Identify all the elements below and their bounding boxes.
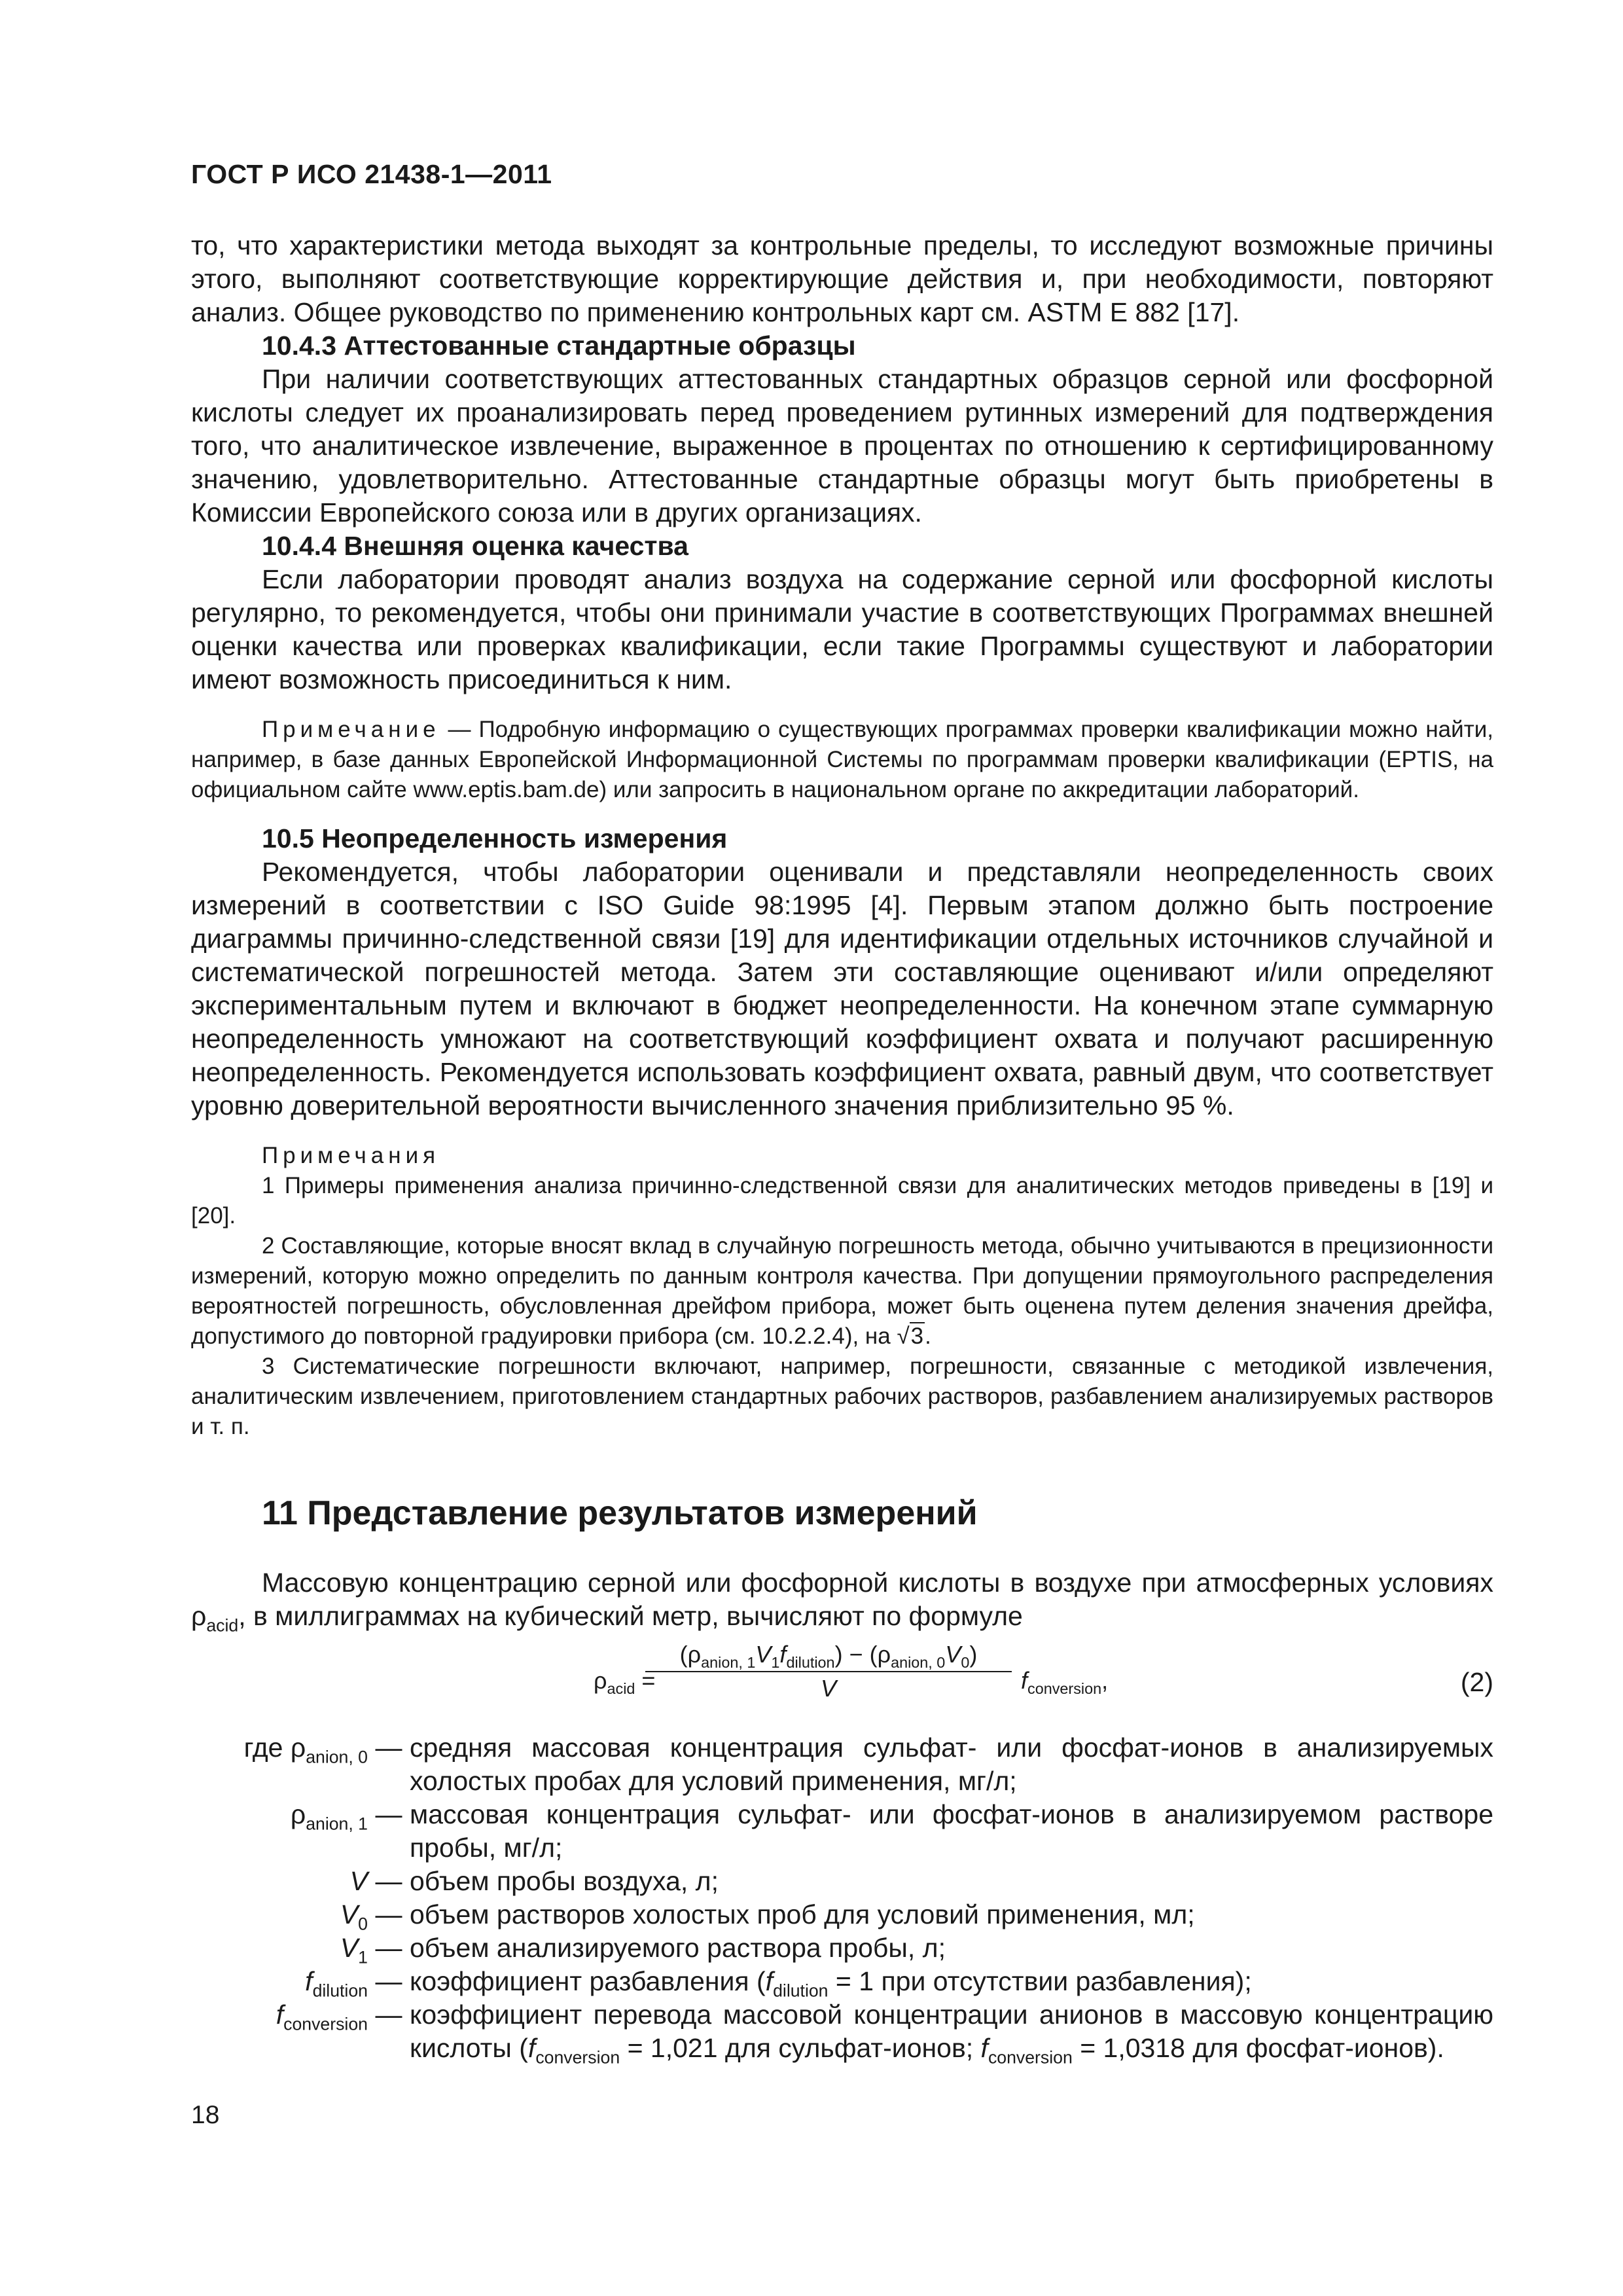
definition-text-c: = 1,0318 для фосфат-ионов). [1080,2033,1444,2063]
note-text: — Подробную информацию о существующих программах проверки квалификации можно найти, например, в базе данных Европейской Информационной Системы по программам проверки квалификации (EPTIS, на официальном сайте www.eptis.bam.de) или запросить в национальном органе по аккредитации лабораторий. [191,717,1493,802]
where-word: где [243,1732,283,1763]
definition-f-dilution [191,1965,1493,2001]
definition-text: объем пробы воздуха, л; [410,1866,719,1896]
rho-symbol: ρ [877,1641,891,1668]
definition-text-a: коэффициент разбавления ( [410,1966,766,1996]
formula-lhs: $\rho_{acid}$ = [594,1667,656,1698]
definition-text: массовая концентрация сульфат- или фосфат-ионов в анализируемом растворе пробы, мг/л; [410,1799,1493,1863]
dilution-subscript: dilution [786,1654,835,1672]
note-3: 3 Систематические погрешности включают, например, погрешности, связанные с методикой извлечения, аналитическим извлечением, приготовлением стандартных рабочих растворов, разбавлением анализируемых растворов и т. п. [191,1354,1493,1439]
section-10-4-4-title: 10.4.4 Внешняя оценка качества [262,531,688,561]
definition-text: объем анализируемого раствора пробы, л; [410,1933,946,1963]
f-symbol: f [980,2033,988,2063]
definition-v1 [191,1931,1493,1965]
section-10-5-text: Рекомендуется, чтобы лаборатории оценивали и представляли неопределенность своих измерений в соответствии с ISO Guide 98:1995 [4]. Первым этапом должно быть построение диаграммы причинно-следственной связи [19] для идентификации отдельных источников случайной и систематической погрешностей метода. Затем эти составляющие оценивают и/или определяют экспериментальным путем и включают в бюджет неопределенности. На конечном этапе суммарную неопределенность умножают на соответствующий коэффициент охвата и получают расширенную неопределенность. Рекомендуется использовать коэффициент охвата, равный двум, что соответствует уровню доверительной вероятности вычисленного значения приблизительно 95 %. [191,857,1493,1121]
note-1: 1 Примеры применения анализа причинно-следственной связи для аналитических методов приведены в [19] и [20]. [191,1173,1493,1229]
rho-symbol: ρ [594,1667,607,1694]
anion1-subscript: anion, 1 [306,1814,368,1834]
dash: — [375,1732,402,1763]
dash: — [375,1933,402,1963]
section-11-text [191,1566,1493,1636]
definition-text [410,1965,1493,2001]
zero-subscript: 0 [961,1654,970,1672]
formula-denominator [645,1672,1012,1702]
document-header: ГОСТ Р ИСО 21438-1—2011 [191,159,552,189]
note-label: Примечание [262,717,440,742]
definition-symbol [191,1998,368,2065]
rho-symbol: ρ [687,1641,702,1668]
formula-numerator: $(\rho_{anion, 1}V_1f_{dilution}) - (\rho_{anion, 0}V_0)$ [645,1641,1012,1672]
dash: — [375,1966,402,1996]
f-symbol: f [305,1966,313,1996]
anion0-subscript: anion, 0 [891,1654,946,1672]
section-10-4-3-title: 10.4.3 Аттестованные стандартные образцы [262,331,856,361]
rho-symbol: ρ [191,1601,207,1631]
page-number: 18 [191,2101,220,2129]
section-10-4-4-text: Если лаборатории проводят анализ воздуха на содержание серной или фосфорной кислоты регулярно, то рекомендуется, чтобы они принимали участие в соответствующих Программах внешней оценки качества или проверках квалификации, если такие Программы существуют и лаборатории имеют возможность присоединиться к ним. [191,564,1493,694]
dilution-subscript: dilution [773,1981,829,2001]
definition-rho-anion-1 [191,1798,1493,1865]
definition-f-conversion [191,1998,1493,2068]
note-eptis [191,715,1493,805]
definition-text-a: коэффициент перевода массовой концентрации анионов в массовую концентрацию кислоты ( [410,2000,1493,2063]
intro-paragraph: то, что характеристики метода выходят за контрольные пределы, то исследуют возможные причины этого, выполняют соответствующие корректирующие действия и, при необходимости, повторяют анализ. Общее руководство по применению контрольных карт см. ASTM E 882 [17]. [191,230,1493,327]
f-symbol: f [276,2000,284,2030]
definition-text-b: = 1 при отсутствии разбавления); [835,1966,1252,1996]
section-10-5-title: 10.5 Неопределенность измерения [262,823,728,853]
dash: — [375,2000,402,2030]
definition-symbol [191,1798,368,1865]
definition-v [191,1865,1493,1898]
notes-heading: Примечания [262,1143,440,1168]
definition-text-b: = 1,021 для сульфат-ионов; [627,2033,974,2063]
one-subscript: 1 [771,1654,780,1672]
definition-text: объем растворов холостых проб для условий применения, мл; [410,1899,1195,1929]
v-symbol: V [340,1899,359,1929]
definitions-list [191,1731,1493,2068]
document-page [191,0,1493,2296]
anion1-subscript: anion, 1 [701,1654,756,1672]
formula-2 [191,1641,1493,1712]
definition-symbol [191,1898,368,1934]
v-symbol: V [349,1866,368,1896]
rho-symbol: ρ [290,1799,306,1829]
sqrt-symbol: √3 [897,1323,924,1349]
section-11-title: 11 Представление результатов измерений [262,1494,978,1532]
acid-subscript: acid [206,1615,239,1636]
conversion-subscript: conversion [1027,1680,1102,1698]
rho-acid-inline [191,1601,239,1636]
note-2 [191,1231,1493,1352]
zero-subscript: 0 [358,1914,368,1934]
f-symbol: f [527,2033,536,2063]
v-symbol: V [945,1641,961,1668]
formula-fraction [645,1641,1012,1702]
definition-v0 [191,1898,1493,1934]
f-symbol: f [779,1641,787,1668]
conversion-subscript: conversion [988,2047,1073,2068]
formula-number: (2) [1460,1667,1493,1697]
definition-text [410,1998,1493,2068]
note-2-text: 2 Составляющие, которые вносят вклад в случайную погрешность метода, обычно учитываются в прецизионности измерений, которую можно определить по данным контроля качества. При допущении прямоугольного распределения вероятностей погрешность, обусловленная дрейфом прибора, может быть оценена путем деления значения дрейфа, допустимого до повторной градуировки прибора (см. 10.2.2.4), на [191,1233,1493,1349]
sqrt-value: 3 [910,1323,924,1349]
definition-text: средняя массовая концентрация сульфат- или фосфат-ионов в анализируемых холостых пробах для условий применения, мг/л; [410,1732,1493,1796]
acid-subscript: acid [607,1680,635,1698]
f-symbol: f [765,1966,774,1996]
v-symbol: V [340,1933,359,1963]
note-2-end: . [925,1323,931,1349]
dash: — [375,1866,402,1896]
section-11-text-a: Массовую концентрацию серной или фосфорной кислоты в воздухе при атмосферных условиях [262,1568,1493,1598]
definition-symbol [191,1965,368,2001]
dash: — [375,1799,402,1829]
conversion-subscript: conversion [535,2047,620,2068]
one-subscript: 1 [358,1947,368,1967]
anion0-subscript: anion, 0 [306,1747,368,1767]
conversion-subscript: conversion [283,2014,368,2034]
definition-symbol [191,1931,368,1965]
f-symbol: f [1021,1667,1028,1694]
v-symbol: V [755,1641,772,1668]
section-11-text-b: , в миллиграммах на кубический метр, вычисляют по формуле [238,1601,1023,1631]
definition-rho-anion-0 [191,1731,1493,1798]
section-10-4-3-text: При наличии соответствующих аттестованных стандартных образцов серной или фосфорной кислоты следует их проанализировать перед проведением рутинных измерений для подтверждения того, что аналитическое извлечение, выраженное в процентах по отношению к сертифицированному значению, удовлетворительно. Аттестованные стандартные образцы могут быть приобретены в Комиссии Европейского союза или в других организациях. [191,364,1493,528]
dilution-subscript: dilution [312,1981,368,2001]
v-symbol: V [820,1675,836,1702]
rho-symbol: ρ [290,1732,306,1763]
definition-symbol [191,1865,368,1898]
formula-rhs: $f_{conversion}$, [1021,1667,1109,1698]
definition-symbol [191,1731,368,1798]
document-body [191,229,1493,2068]
dash: — [375,1899,402,1929]
